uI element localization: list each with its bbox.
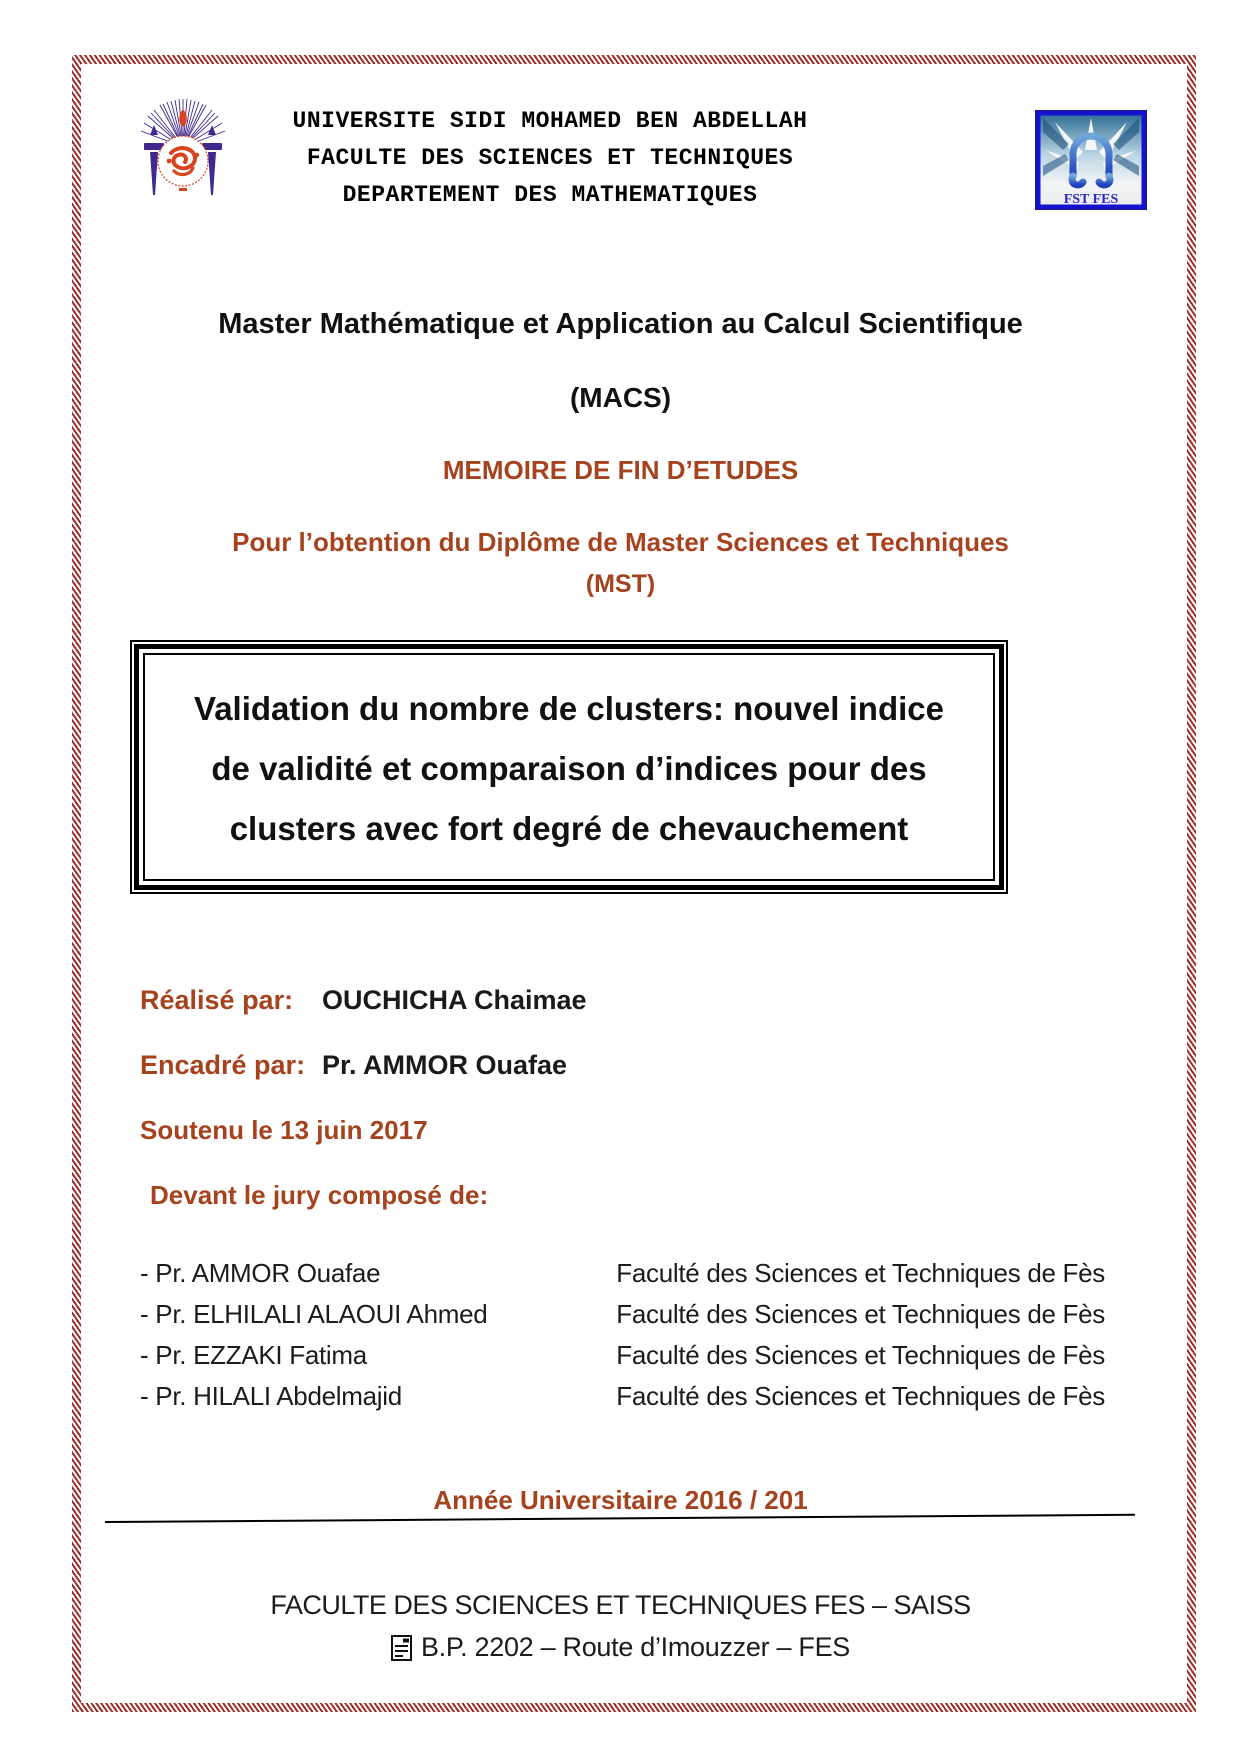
fst-fes-logo-icon	[1035, 110, 1147, 210]
master-program-title: Master Mathématique et Application au Calcul Scientifique	[218, 308, 1023, 340]
memoire-heading: MEMOIRE DE FIN D’ETUDES	[442, 455, 799, 485]
jury-member-name: - Pr. EZZAKI Fatima	[140, 1340, 367, 1370]
jury-row	[140, 1253, 1105, 1294]
defense-date-line: Soutenu le 13 juin 2017	[140, 1115, 428, 1145]
realise-par-label: Réalisé par:	[140, 985, 294, 1015]
jury-row	[140, 1294, 1105, 1335]
university-header-text	[250, 103, 850, 214]
thesis-title-box	[130, 640, 1008, 894]
jury-row	[140, 1376, 1105, 1417]
jury-list	[140, 1253, 1105, 1417]
diplome-line: Pour l’obtention du Diplôme de Master Sciences et Techniques	[232, 527, 1009, 557]
footer-address-line	[0, 1632, 1241, 1663]
realise-par-line	[140, 985, 587, 1016]
jury-member-name: - Pr. AMMOR Ouafae	[140, 1258, 381, 1288]
address-page-icon	[391, 1635, 412, 1661]
academic-year-line: Année Universitaire 2016 / 201	[433, 1485, 808, 1515]
logo-caption: FST FES	[1063, 192, 1119, 207]
author-name: OUCHICHA Chaimae	[322, 985, 587, 1015]
diplome-abbreviation: (MST)	[585, 570, 656, 598]
encadre-par-line	[140, 1050, 567, 1081]
faculty-name: FACULTE DES SCIENCES ET TECHNIQUES	[306, 145, 794, 171]
address-text: B.P. 2202 – Route d’Imouzzer – FES	[420, 1632, 851, 1662]
university-name: UNIVERSITE SIDI MOHAMED BEN ABDELLAH	[292, 108, 808, 134]
supervisor-name: Pr. AMMOR Ouafae	[322, 1050, 568, 1080]
jury-member-name: - Pr. HILALI Abdelmajid	[140, 1381, 402, 1411]
jury-row	[140, 1335, 1105, 1376]
jury-member-name: - Pr. ELHILALI ALAOUI Ahmed	[140, 1299, 488, 1329]
jury-member-affiliation: Faculté des Sciences et Techniques de Fès	[616, 1381, 1105, 1411]
jury-member-affiliation: Faculté des Sciences et Techniques de Fès	[616, 1299, 1105, 1329]
master-abbreviation: (MACS)	[569, 382, 672, 413]
department-name: DEPARTEMENT DES MATHEMATIQUES	[342, 182, 758, 208]
thesis-title: Validation du nombre de clusters: nouvel indice de validité et comparaison d’indices pour des clusters avec fort degré de chevauchement	[143, 653, 995, 881]
university-emblem-icon	[138, 95, 228, 220]
footer-faculty-line: FACULTE DES SCIENCES ET TECHNIQUES FES – SAISS	[270, 1590, 971, 1620]
encadre-par-label: Encadré par:	[140, 1050, 306, 1080]
jury-member-affiliation: Faculté des Sciences et Techniques de Fès	[616, 1340, 1105, 1370]
emblem-calligraphy	[158, 109, 208, 191]
jury-heading: Devant le jury composé de:	[150, 1180, 489, 1210]
jury-member-affiliation: Faculté des Sciences et Techniques de Fès	[616, 1258, 1105, 1288]
